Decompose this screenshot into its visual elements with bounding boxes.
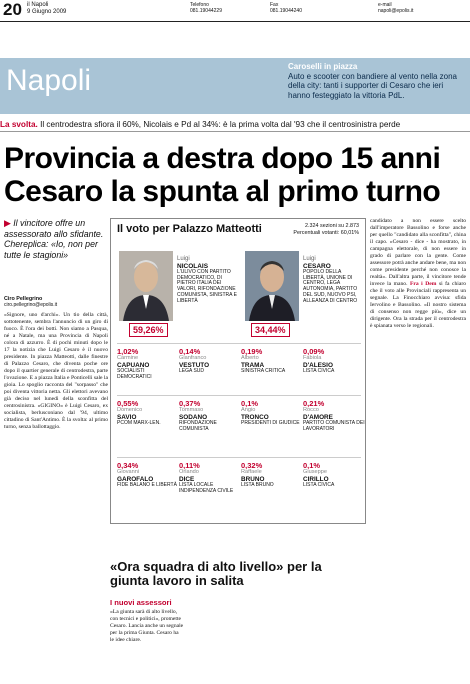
publication-info [27,2,66,15]
minor-last-name: CIRILLO [303,475,329,483]
minor-last-name: CAPUANO [117,361,150,369]
minor-list: LEGA SUD [179,367,205,374]
minor-pct: 0,34% [117,461,139,470]
candidate-lists: L'ULIVO CON PARTITO DEMOCRATICO, DI PIETRO ITALIA DEI VALORI, RIFONDAZIONE COMUNISTA, SINISTRA E LIBERTÀ [177,268,237,304]
minor-candidate [303,461,365,489]
phone-label: Telefono [190,2,209,8]
byline [4,296,108,308]
email-address[interactable]: napoli@epolis.it [378,8,414,14]
article-column-right [370,218,466,330]
section-bar [0,58,470,114]
publication-name: il Napoli [27,2,49,8]
fax-info [270,2,302,14]
divider [117,343,361,344]
minor-candidate [179,399,241,432]
byline-author: Ciro Pellegrino [4,296,43,302]
minor-pct: 0,32% [241,461,263,470]
candidate-info-2 [303,257,363,305]
minor-candidate [241,461,303,489]
divider [117,395,361,396]
minor-first-name: Giuseppe [303,469,327,475]
minor-first-name: Angio [241,407,256,413]
portrait-icon [119,251,173,321]
candidate-photo-1 [119,251,173,321]
minor-list: RIFONDAZIONE COMUNISTA [179,419,217,432]
minor-last-name: BRUNO [241,475,265,483]
right-text-2: si fa chiaro che il voto alle Provinciali rappresenta un segnale. La Finocchiaro avvisa: sfida Iervolino e Bassolino. «Il nostro sistema di consenso non regge più», dice un dirigente. Ora la strada per il centrodestra è spianata verso le regionali. [370,281,466,329]
minor-pct: 0,09% [303,347,325,356]
minor-last-name: D'ALESIO [303,361,333,369]
minor-list: LISTA CIVICA [303,367,335,374]
minor-first-name: Gianfranco [179,355,207,361]
minor-last-name: GAROFALO [117,475,154,483]
nuovi-title: I nuovi assessori [110,598,172,607]
email-info [378,2,413,14]
summary-text: Il vincitore offre un assessorato allo sfidante. Chereplica: «Io, non per tutte le stagioni» [4,218,104,260]
section-title: Napoli [6,64,92,97]
fax-label: Fax [270,2,279,8]
kicker-label: La svolta. [0,120,38,129]
minor-pct: 0,14% [179,347,201,356]
minor-list: PRESIDENTI DI GIUDICE [241,419,300,426]
results-title: Il voto per Palazzo Matteotti [117,223,262,235]
candidate-photo-2 [245,251,299,321]
nuovi-assessori-box [110,598,184,644]
candidate-last-name: NICOLAIS [177,262,209,270]
phone-info [190,2,222,14]
minor-list: LISTA BRUNO [241,481,274,488]
fax-number: 081.19044240 [270,8,302,14]
minor-list: SOCIALISTI DEMOCRATICI [117,367,152,380]
publication-date: 9 Giugno 2009 [27,8,67,15]
minor-pct: 0,19% [241,347,263,356]
minor-last-name: TRONCO [241,413,269,421]
nuovi-text: «La giunta sarà di alto livello, con tecnici e politici», promette Cesaro. Lancia anche un segnale per la prima Giunta. Cesaro ha le idee chiare. [110,609,184,643]
minor-list: FIDE BALANO E LIBERTÀ [117,481,177,488]
candidate-last-name: CESARO [303,262,331,270]
minor-last-name: D'AMORE [303,413,333,421]
candidate-lists: POPOLO DELLA LIBERTÀ, UNIONE DI CENTRO, LEGA AUTONOMIA, PARTITO DEL SUD, NUOVO PSI, ALLEANZA DI CENTRO [303,268,358,304]
candidate-info-1 [177,257,237,305]
headline-line-1: Provincia a destra dopo 15 anni [4,142,441,175]
minor-candidate [241,399,303,427]
minor-first-name: Raffaele [241,469,262,475]
minor-pct: 0,11% [179,461,200,470]
right-kicker: Fra i Dem [409,281,437,287]
minor-first-name: Orlando [179,469,199,475]
promo-text: Auto e scooter con bandiere al vento nella zona della city: tanti i supporter di Cesaro che ieri hanno festeggiato la vittoria PdL. [288,71,458,100]
phone-number: 081.19044229 [190,8,222,14]
headline [4,142,440,208]
sub-headline: «Ora squadra di alto livello» per la giunta lavoro in salita [110,559,322,588]
minor-candidate [241,347,303,375]
minor-candidate [117,461,179,489]
promo-title: Caroselli in piazza [288,62,358,71]
candidate-first-name: Luigi [177,256,190,262]
minor-pct: 0,1% [241,399,259,408]
candidate-pct-2: 34,44% [251,323,290,337]
results-box [110,218,366,524]
promo-box [288,62,464,100]
minor-pct: 0,37% [179,399,201,408]
minor-last-name: SAVIO [117,413,137,421]
minor-candidate [303,399,365,432]
kicker-text: Il centrodestra sfiora il 60%, Nicolais e Pd al 34%: è la prima volta dal '93 che il centrosinistra perde [40,120,401,129]
page-number: 20 [3,0,22,19]
minor-first-name: Domenico [117,407,143,413]
minor-last-name: DICE [179,475,195,483]
stats-turnout: Percentuali votanti: 60,01% [293,229,359,236]
minor-list: PCOM MARX-LEN. [117,419,161,426]
results-stats [293,223,359,236]
minor-candidate [179,347,241,375]
minor-pct: 0,55% [117,399,139,408]
minor-pct: 0,1% [303,461,321,470]
minor-list: PARTITO COMUNISTA DEI LAVORATORI [303,419,365,432]
minor-first-name: Carmine [117,355,139,361]
minor-candidate [179,461,241,494]
right-text-1: candidato a non essere scelto dall'imperatore Bassolino e forse anche per quello "candidato alla sconfitta", china il capo. «Cesaro - dice - ha mostrato, in campagna elettorale, di non essere in grado di parlare con la gente. Come assessore potrà anche andare bene, ma non come presidente perché non conosce la realtà». Dall'altra parte, il vincitore tende invece la mano. [370,218,466,287]
minor-list: LISTA LOCALE INDIPENDENZA CIVILE [179,481,234,494]
minor-candidate [117,399,179,427]
candidate-pct-1: 59,26% [129,323,168,337]
minor-last-name: TRAMA [241,361,265,369]
minor-last-name: VESTUTO [179,361,210,369]
kicker [0,118,470,132]
triangle-icon: ▶ [4,218,11,228]
minor-first-name: Tommaso [179,407,204,413]
minor-pct: 0,21% [303,399,325,408]
minor-first-name: Fabiola [303,355,322,361]
divider [117,457,361,458]
minor-last-name: SODANO [179,413,208,421]
minor-list: LISTA CIVICA [303,481,335,488]
headline-line-2: Cesaro la spunta al primo turno [4,175,441,208]
minor-first-name: Alberto [241,355,259,361]
minor-candidate [117,347,179,380]
minor-pct: 1,02% [117,347,139,356]
summary [4,218,108,260]
minor-first-name: Giovanni [117,469,140,475]
minor-candidate [303,347,365,375]
candidate-first-name: Luigi [303,256,316,262]
minor-first-name: Rocco [303,407,319,413]
minor-list: SINISTRA CRITICA [241,367,286,374]
stats-sections: 2.324 sezioni su 2.873 [305,223,359,229]
byline-email: ciro.pellegrino@epolis.it [4,302,58,308]
email-label: e-mail [378,2,392,8]
portrait-icon [245,251,299,321]
masthead [0,0,470,22]
article-column-1: «Signore, uno d'archi». Un tio della città, sottotenente, sembra l'annuncio di un giro di fuoco. È l'ora dei botti. Non siamo a Pasqua, né a Natale, ma una Provincia di Napoli colora di azzurro. È di pochi minuti dopo le 17 la notizia che Luigi Cesaro è il nuovo presidente. In piazza Matteotti, dalle finestre di Palazzo Cesaro, che diventa poche ore dopo il quartier generale di centrodestra, parte l'ovazione. E a piazza Italia e Ponticelli sale la gioia. Lo spoglio racconta del "sorpasso" che poi diventa vittoria netta. Gli elettori avevano già deciso nel lunedì della sconfitta del centrosinistra. «GIGINO» è Luigi Cesaro, ex socialista, berlusconiano dal '94, ultimo cittadino di Sant'Antimo. È la svolta: al primo turno, senza ballottaggio. [4,312,108,430]
